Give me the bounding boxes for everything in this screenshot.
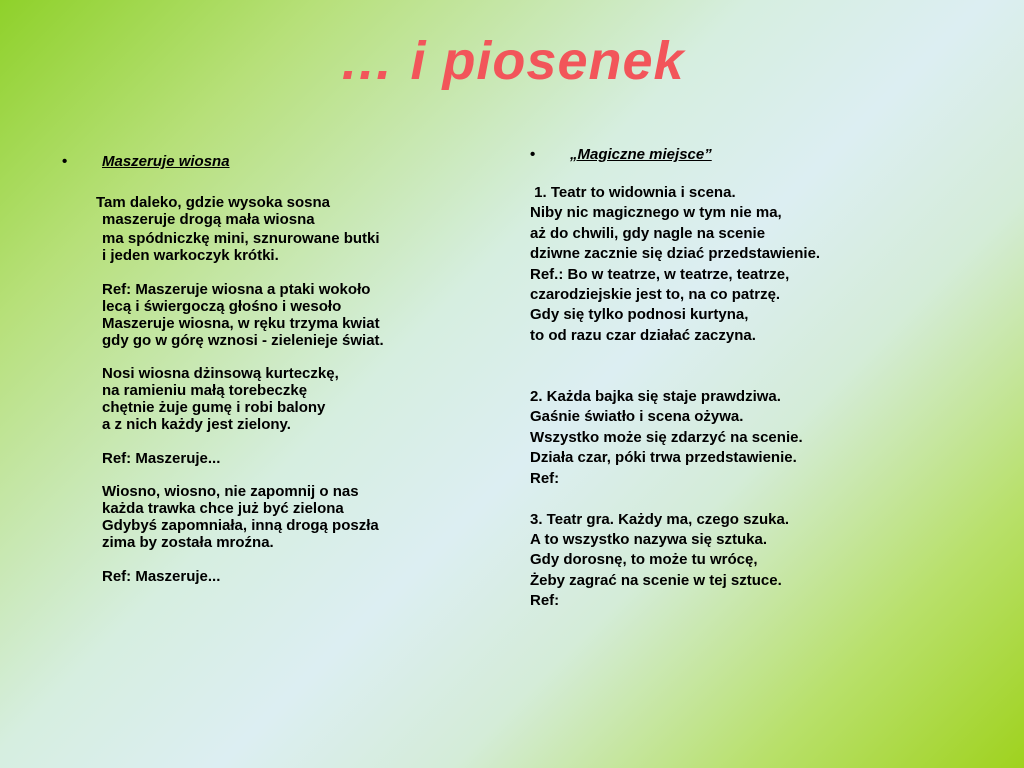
- lyric-line: Nosi wiosna dżinsową kurteczkę,: [102, 365, 339, 382]
- lyric-line: na ramieniu małą torebeczkę: [102, 382, 308, 399]
- verse-ref: [102, 281, 462, 349]
- verse-2: [102, 230, 462, 264]
- blank-line: [530, 346, 930, 366]
- right-song-title: „Magiczne miejsce”: [570, 146, 712, 163]
- left-song-heading: [62, 153, 462, 170]
- lyric-line: czarodziejskie jest to, na co patrzę.: [530, 286, 781, 304]
- lyric-line: każda trawka chce już być zielona: [102, 500, 344, 517]
- bullet: •: [530, 146, 536, 163]
- left-song: [62, 153, 462, 585]
- lyric-line: lecą i świergoczą głośno i wesoło: [102, 298, 342, 315]
- lyric-line: 1. Teatr to widownia i scena.: [530, 184, 736, 201]
- right-song-heading: [530, 146, 930, 163]
- blank-line: [530, 489, 930, 509]
- lyric-line: Ref: Maszeruje wiosna a ptaki wokoło: [102, 281, 371, 298]
- lyric-line: 2. Każda bajka się staje prawdziwa.: [530, 388, 781, 406]
- lyric-line: i jeden warkoczyk krótki.: [102, 247, 279, 264]
- lyric-line: Gdy dorosnę, to może tu wrócę,: [530, 551, 758, 569]
- lyric-line: 3. Teatr gra. Każdy ma, czego szuka.: [530, 510, 789, 528]
- lyric-line: A to wszystko nazywa się sztuka.: [530, 530, 768, 548]
- lyric-line: Wszystko może się zdarzyć na scenie.: [530, 428, 803, 446]
- verse-ref-short: [102, 450, 462, 467]
- lyric-line: Żeby zagrać na scenie w tej sztuce.: [530, 571, 782, 589]
- lyric-line: Działa czar, póki trwa przedstawienie.: [530, 449, 797, 467]
- lyric-line: Gaśnie światło i scena ożywa.: [530, 408, 744, 426]
- slide-title: … i piosenek: [339, 31, 685, 91]
- lyric-line: gdy go w górę wznosi - zielenieje świat.: [102, 332, 384, 349]
- lyric-line: Wiosno, wiosno, nie zapomnij o nas: [102, 483, 359, 500]
- lyric-line: to od razu czar działać zaczyna.: [530, 326, 756, 344]
- lyric-line: dziwne zacznie się dziać przedstawienie.: [530, 245, 821, 263]
- blank-line: [530, 367, 930, 387]
- lyric-line: Ref: Maszeruje...: [102, 568, 221, 585]
- lyric-line: chętnie żuje gumę i robi balony: [102, 399, 326, 416]
- right-song-lyrics: [530, 183, 930, 612]
- lyric-line: Ref:: [530, 592, 560, 610]
- verse-1: [96, 194, 462, 228]
- lyric-line: Ref: Maszeruje...: [102, 450, 221, 467]
- lyric-line: aż do chwili, gdy nagle na scenie: [530, 224, 766, 242]
- lyric-line: Gdy się tylko podnosi kurtyna,: [530, 306, 749, 324]
- lyric-line: Ref.: Bo w teatrze, w teatrze, teatrze,: [530, 265, 790, 283]
- lyric-line: Tam daleko, gdzie wysoka sosna: [96, 194, 330, 211]
- lyric-line: a z nich każdy jest zielony.: [102, 416, 291, 433]
- lyric-line: Maszeruje wiosna, w ręku trzyma kwiat: [102, 315, 380, 332]
- lyric-line: zima by została mroźna.: [102, 534, 274, 551]
- lyric-line: Gdybyś zapomniała, inną drogą poszła: [102, 517, 379, 534]
- right-song: [530, 146, 930, 612]
- verse-4: [102, 483, 462, 551]
- left-song-lyrics: [62, 194, 462, 585]
- lyric-line: maszeruje drogą mała wiosna: [102, 211, 315, 228]
- left-song-title: Maszeruje wiosna: [102, 153, 230, 170]
- lyric-line: Niby nic magicznego w tym nie ma,: [530, 204, 782, 222]
- lyric-line: Ref:: [530, 469, 560, 487]
- bullet: •: [62, 153, 68, 170]
- verse-3: [102, 365, 462, 433]
- lyric-line: ma spódniczkę mini, sznurowane butki: [102, 230, 380, 247]
- verse-ref-short: [102, 568, 462, 585]
